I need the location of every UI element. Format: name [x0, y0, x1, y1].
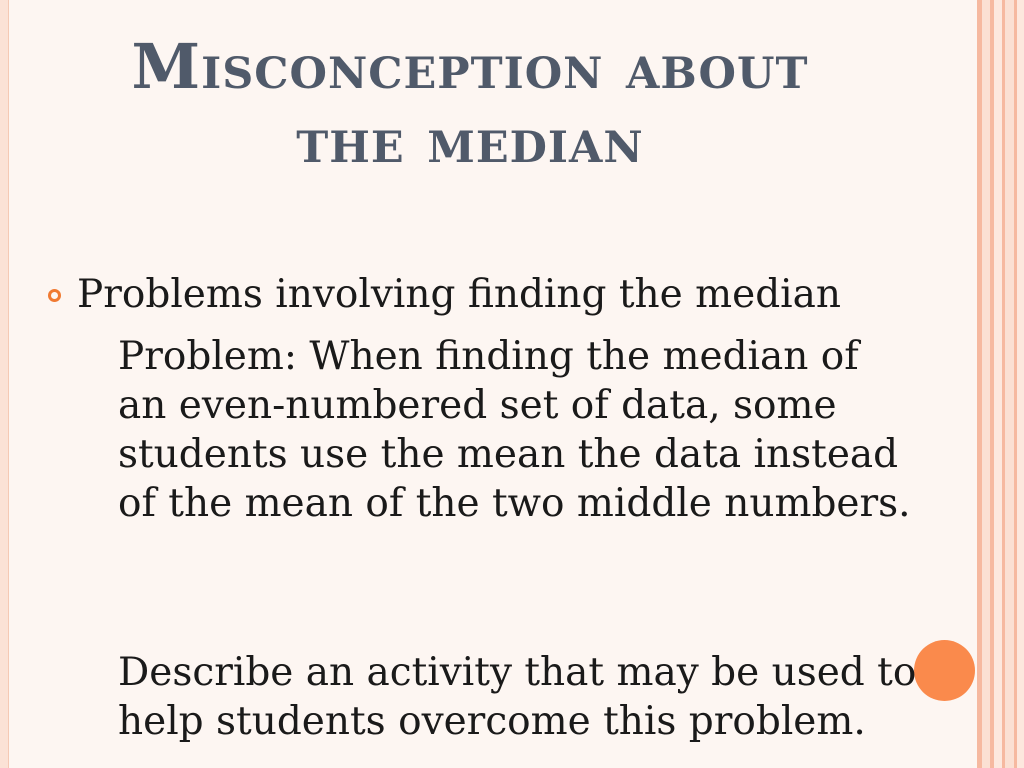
activity-paragraph: Describe an activity that may be used to help students overcome this problem. — [118, 650, 917, 744]
orange-circle-decoration — [914, 640, 975, 701]
hollow-circle-bullet-icon — [48, 289, 61, 302]
problem-paragraph: Problem: When finding the median of an even-numbered set of data, some students use the mean the data instead of the mean of the two middle numbers. — [118, 334, 911, 526]
title-line-2: the median — [296, 104, 644, 177]
right-stripe-decoration — [994, 0, 1002, 768]
title-line-1: Misconception about — [131, 30, 809, 103]
left-border-decoration — [0, 0, 9, 768]
bullet-item — [48, 272, 841, 318]
slide-title — [40, 30, 900, 178]
right-stripe-decoration — [982, 0, 990, 768]
right-stripe-decoration — [1017, 0, 1024, 768]
right-stripe-decoration — [1005, 0, 1014, 768]
bullet-text: Problems involving finding the median — [77, 272, 842, 317]
